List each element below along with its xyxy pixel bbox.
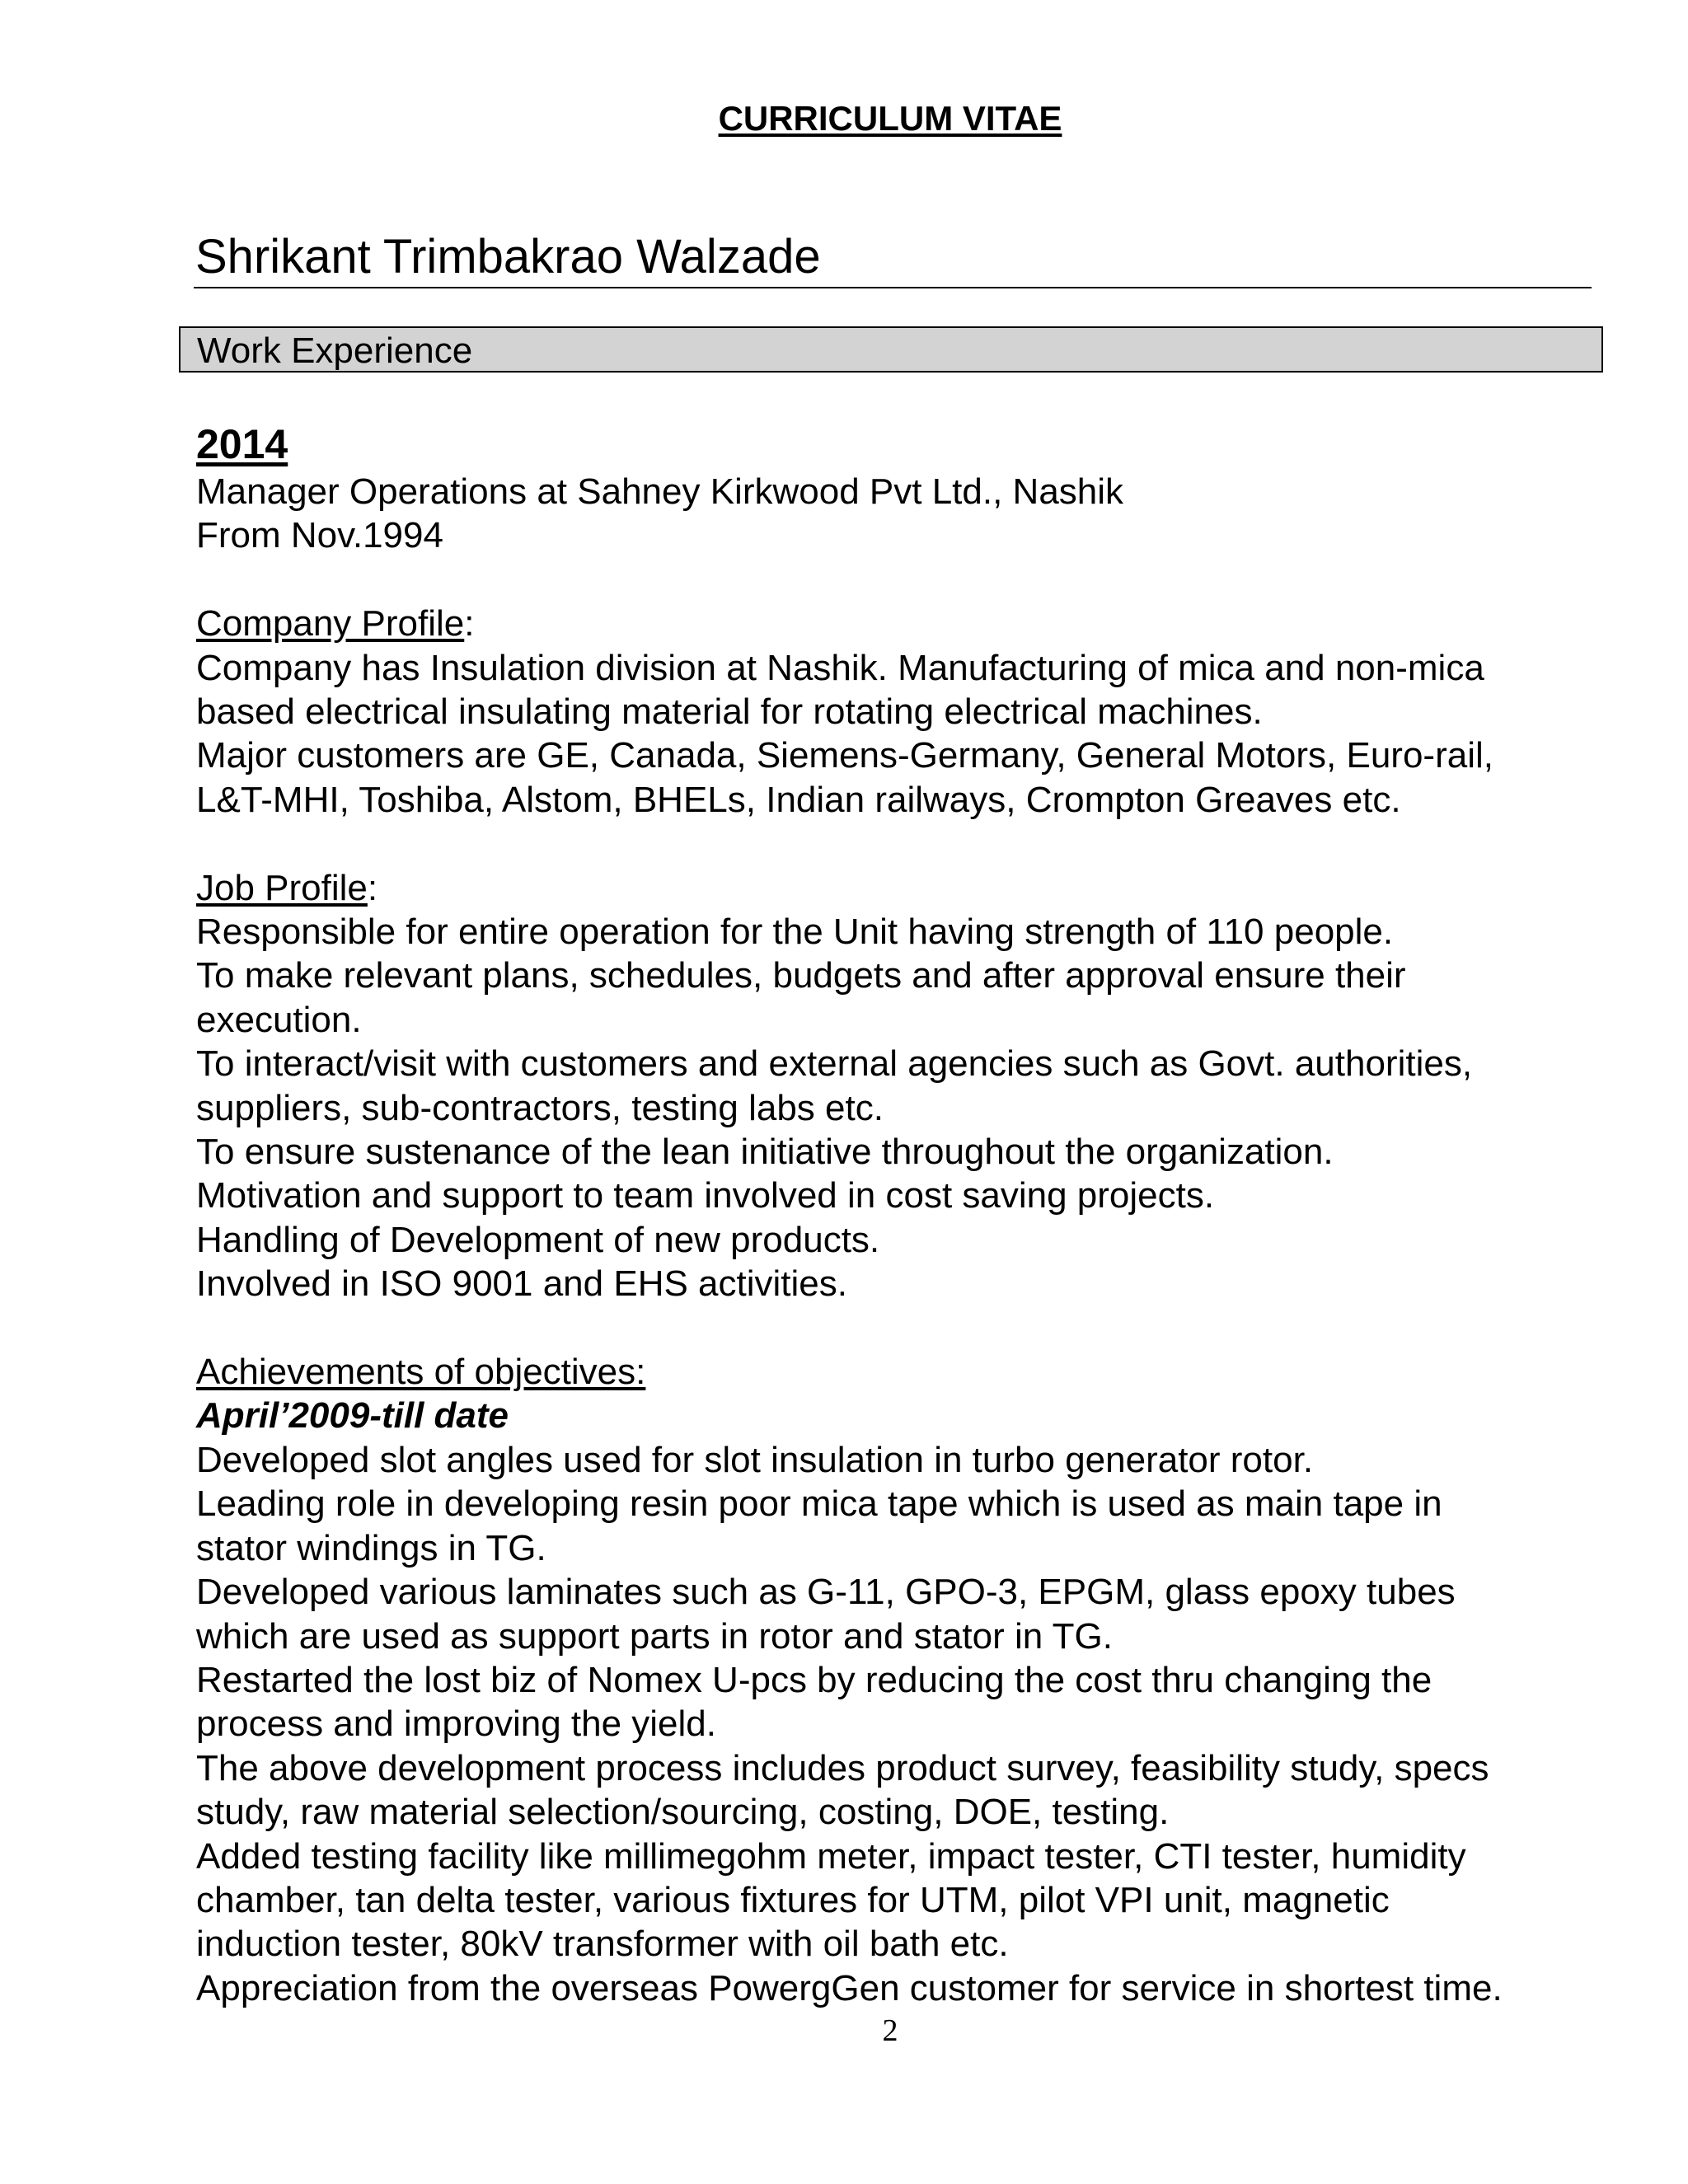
company-profile-line: Company has Insulation division at Nashik. Manufacturing of mica and non-mica [196, 647, 1484, 688]
achievement-line: study, raw material selection/sourcing, costing, DOE, testing. [196, 1792, 1170, 1833]
achievement-line: Appreciation from the overseas PowergGen customer for service in shortest time. [196, 1967, 1503, 2008]
work-experience-content [196, 419, 1614, 2010]
name-divider [194, 287, 1592, 288]
employment-start: From Nov.1994 [196, 515, 443, 556]
company-profile-line: Major customers are GE, Canada, Siemens-Germany, General Motors, Euro-rail, [196, 735, 1493, 776]
company-profile-line: L&T-MHI, Toshiba, Alstom, BHELs, Indian railways, Crompton Greaves etc. [196, 779, 1401, 820]
company-profile-line: based electrical insulating material for rotating electrical machines. [196, 691, 1263, 733]
spacer [196, 558, 1614, 602]
candidate-name: Shrikant Trimbakrao Walzade [195, 230, 821, 284]
document-heading: CURRICULUM VITAE [718, 99, 1062, 138]
job-profile-colon: : [367, 867, 378, 908]
job-profile-line: Handling of Development of new products. [196, 1219, 880, 1260]
spacer [196, 822, 1614, 865]
job-profile-line: To interact/visit with customers and external agencies such as Govt. authorities, [196, 1043, 1473, 1085]
job-profile-label: Job Profile [196, 867, 368, 908]
job-profile-line: Responsible for entire operation for the Unit having strength of 110 people. [196, 912, 1394, 953]
experience-year: 2014 [196, 421, 288, 467]
achievements-heading: Achievements of objectives: [196, 1352, 646, 1393]
company-profile-colon: : [464, 603, 475, 644]
section-title: Work Experience [197, 330, 473, 371]
job-profile-line: Motivation and support to team involved in cost saving projects. [196, 1175, 1215, 1216]
achievement-line: Developed slot angles used for slot insulation in turbo generator rotor. [196, 1439, 1314, 1480]
company-profile-label: Company Profile [196, 603, 465, 644]
spacer [196, 1306, 1614, 1350]
page-number: 2 [882, 2013, 898, 2048]
achievement-line: Leading role in developing resin poor mica tape which is used as main tape in [196, 1483, 1442, 1525]
achievement-line: Added testing facility like millimegohm meter, impact tester, CTI tester, humidity [196, 1835, 1466, 1877]
achievement-line: The above development process includes product survey, feasibility study, specs [196, 1747, 1489, 1788]
achievement-line: which are used as support parts in rotor and stator in TG. [196, 1615, 1113, 1657]
section-header-work-experience [179, 326, 1603, 373]
achievement-line: chamber, tan delta tester, various fixtures for UTM, pilot VPI unit, magnetic [196, 1879, 1390, 1920]
achievement-line: Restarted the lost biz of Nomex U-pcs by reducing the cost thru changing the [196, 1659, 1432, 1700]
job-profile-line: To ensure sustenance of the lean initiative throughout the organization. [196, 1132, 1334, 1173]
company-profile-heading [196, 602, 1614, 645]
achievement-line: process and improving the yield. [196, 1704, 716, 1745]
job-profile-heading [196, 866, 1614, 910]
job-profile-line: suppliers, sub-contractors, testing labs etc. [196, 1087, 884, 1128]
job-profile-line: execution. [196, 999, 362, 1040]
position-title: Manager Operations at Sahney Kirkwood Pvt Ltd., Nashik [196, 471, 1124, 512]
job-profile-line: Involved in ISO 9001 and EHS activities. [196, 1263, 847, 1305]
achievements-period: April’2009-till date [196, 1395, 509, 1436]
achievement-line: stator windings in TG. [196, 1527, 546, 1568]
achievement-line: induction tester, 80kV transformer with oil bath etc. [196, 1924, 1009, 1965]
job-profile-line: To make relevant plans, schedules, budgets and after approval ensure their [196, 955, 1406, 996]
achievement-line: Developed various laminates such as G-11, GPO-3, EPGM, glass epoxy tubes [196, 1572, 1456, 1613]
